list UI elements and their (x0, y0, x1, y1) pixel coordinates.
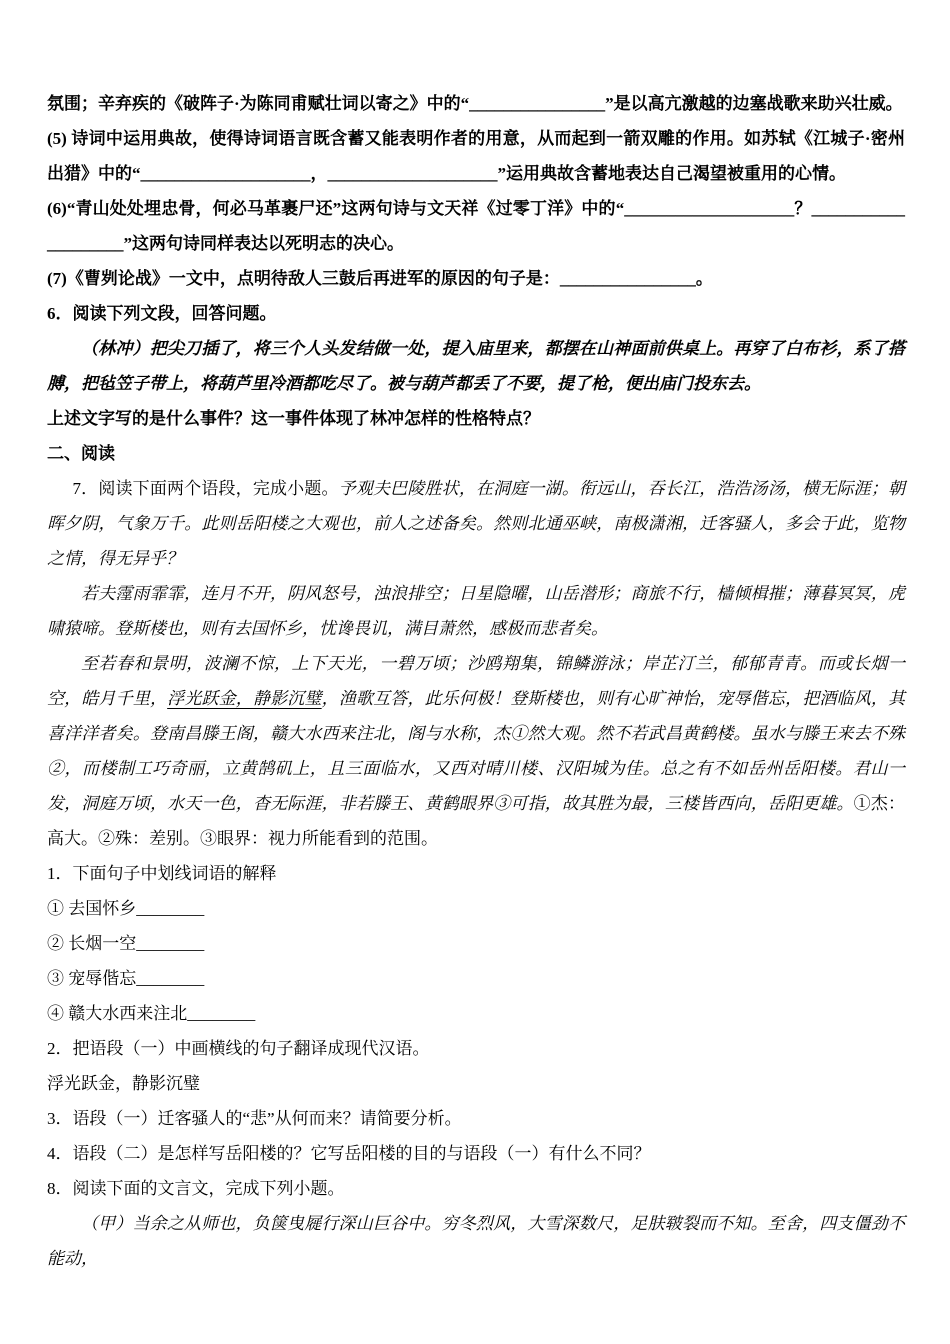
text-run: 上述文字写的是什么事件？这一事件体现了林冲怎样的性格特点？ (47, 409, 540, 428)
sub-question-3 (47, 1101, 905, 1136)
question-7-passage-3 (47, 646, 905, 856)
text-run: ④ 赣大水西来注北________ (47, 1004, 256, 1023)
linchong-question (47, 401, 905, 436)
text-run: 2．把语段（一）中画横线的句子翻译成现代汉语。 (47, 1039, 430, 1058)
question-7 (47, 261, 905, 296)
question-5 (47, 121, 905, 191)
text-run: 7．阅读下面两个语段，完成小题。 (72, 479, 339, 498)
text-run: 8．阅读下面的文言文，完成下列小题。 (47, 1179, 345, 1198)
blank-item-1 (47, 891, 905, 926)
text-run: 二、阅读 (47, 444, 115, 463)
sub-question-2 (47, 1031, 905, 1066)
question-6 (47, 191, 905, 261)
question-6-reading-prompt (47, 296, 905, 331)
text-run: 1．下面句子中划线词语的解释 (47, 864, 277, 883)
sub-question-1 (47, 856, 905, 891)
text-run: （甲）当余之从师也，负箧曳屣行深山巨谷中。穷冬烈风，大雪深数尺，足肤皲裂而不知。至舍，四支僵劲不能动， (47, 1214, 905, 1268)
text-run: 浮光跃金，静影沉璧 (47, 1074, 200, 1093)
text-run: 6．阅读下列文段，回答问题。 (47, 304, 277, 323)
passage-jia (47, 1206, 905, 1276)
question-7-passage-2 (47, 576, 905, 646)
text-run: (7)《曹刿论战》一文中，点明待敌人三鼓后再进军的原因的句子是：________________。 (47, 269, 713, 288)
blank-item-4 (47, 996, 905, 1031)
text-run: ①杰：高大。②殊：差别。③眼界：视力所能看到的范围。 (47, 794, 905, 848)
text-run: 4．语段（二）是怎样写岳阳楼的？它写岳阳楼的目的与语段（一）有什么不同？ (47, 1144, 651, 1163)
translation-target-phrase (47, 1066, 905, 1101)
sub-question-4 (47, 1136, 905, 1171)
text-run: ② 长烟一空________ (47, 934, 205, 953)
question-4-continuation (47, 86, 905, 121)
linchong-passage (47, 331, 905, 401)
blank-item-2 (47, 926, 905, 961)
text-run: ③ 宠辱偕忘________ (47, 969, 205, 988)
text-run: 至若春和景明，波澜不惊，上下天光，一碧万顷；沙鸥翔集，锦鳞游泳；岸芷汀兰，郁郁青青。而或长烟一空，皓月千里， (47, 654, 905, 708)
text-run: 予观夫巴陵胜状，在洞庭一湖。衔远山，吞长江，浩浩汤汤，横无际涯；朝晖夕阴，气象万千。此则岳阳楼之大观也，前人之述备矣。然则北通巫峡，南极潇湘，迁客骚人，多会于此，览物之情，得无异乎？ (47, 479, 906, 568)
question-7-passage-1 (47, 471, 905, 576)
underlined-phrase: 浮光跃金，静影沉璧 (167, 689, 322, 708)
section-2-heading (47, 436, 905, 471)
text-run: (6)“青山处处埋忠骨，何必马革裹尸还”这两句诗与文天祥《过零丁洋》中的“____________________？____________________”这两句诗同样表达以死明志的决心。 (47, 199, 905, 253)
document-content (47, 86, 905, 1276)
text-run: 3．语段（一）迁客骚人的“悲”从何而来？请简要分析。 (47, 1109, 462, 1128)
blank-item-3 (47, 961, 905, 996)
text-run: 氛围；辛弃疾的《破阵子·为陈同甫赋壮词以寄之》中的“________________”是以高亢激越的边塞战歌来助兴壮威。 (47, 94, 903, 113)
text-run: ① 去国怀乡________ (47, 899, 205, 918)
text-run: （林冲）把尖刀插了，将三个人头发结做一处，提入庙里来，都摆在山神面前供桌上。再穿了白布衫，系了搭膊，把毡笠子带上，将葫芦里冷酒都吃尽了。被与葫芦都丢了不要，提了枪，便出庙门投东去。 (47, 339, 905, 393)
question-8-prompt (47, 1171, 905, 1206)
text-run: (5) 诗词中运用典故，使得诗词语言既含蓄又能表明作者的用意，从而起到一箭双雕的作用。如苏轼《江城子·密州出猎》中的“____________________，____________________”运用典故含蓄地表达自己渴望被重用的心情。 (47, 129, 905, 183)
text-run: 若夫霪雨霏霏，连月不开，阴风怒号，浊浪排空；日星隐曜，山岳潜形；商旅不行，樯倾楫摧；薄暮冥冥，虎啸猿啼。登斯楼也，则有去国怀乡，忧谗畏讥，满目萧然，感极而悲者矣。 (47, 584, 905, 638)
text-run: ，渔歌互答，此乐何极！登斯楼也，则有心旷神怡，宠辱偕忘，把酒临风，其喜洋洋者矣。登南昌滕王阁，赣大水西来注北，阁与水称，杰①然大观。然不若武昌黄鹤楼。虽水与滕王来去不殊②，而楼制工巧奇丽，立黄鹄矶上，且三面临水，又西对晴川楼、汉阳城为佳。总之有不如岳州岳阳楼。君山一发，洞庭万顷，水天一色，杳无际涯，非若滕王、黄鹤眼界③可指，故其胜为最，三楼皆西向，岳阳更雄。 (47, 689, 906, 813)
